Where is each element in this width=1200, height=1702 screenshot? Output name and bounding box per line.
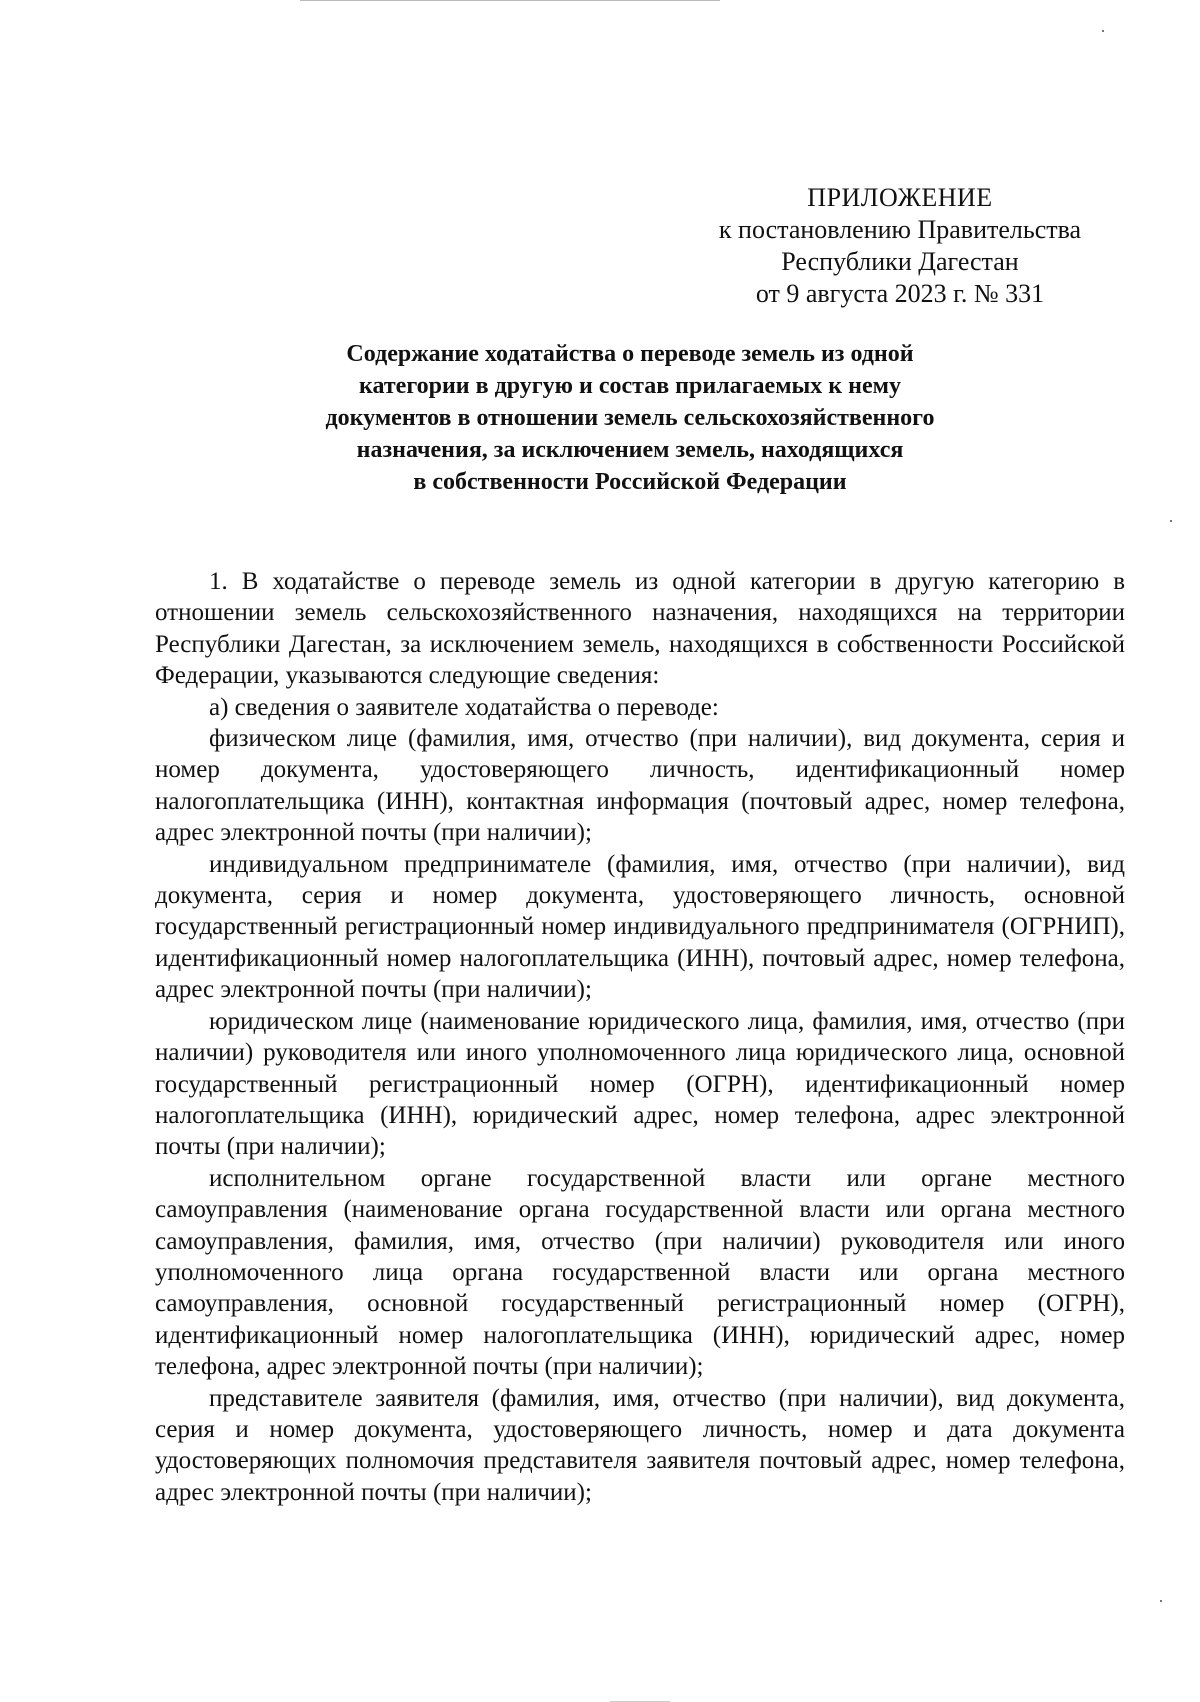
title-line-1: Содержание ходатайства о переводе земель из одной <box>346 341 914 367</box>
paragraph-6: исполнительном органе государственной власти или органе местного самоуправления (наименование органа государственной власти или органа местного самоуправления, фамилия, имя, отчество (при наличии) руководителя или иного уполномоченного лица органа государственной власти или органа местного самоуправления, основной государственный регистрационный номер (ОГРН), идентификационный номер налогоплательщика (ИНН), юридический адрес, номер телефона, адрес электронной почты (при наличии); <box>155 1164 1125 1381</box>
appendix-label: ПРИЛОЖЕНИЕ <box>807 183 993 212</box>
paragraph-1: 1. В ходатайстве о переводе земель из одной категории в другую категорию в отношении земель сельскохозяйственного назначения, находящихся на территории Республики Дагестан, за исключением земель, находящихся в собственности Российской Федерации, указываются следующие сведения: <box>155 568 1125 690</box>
appendix-line-1: к постановлению Правительства <box>718 215 1082 244</box>
title-line-2: категории в другую и состав прилагаемых к нему <box>359 373 901 399</box>
scan-edge-top <box>300 0 720 1</box>
appendix-header <box>690 182 1110 310</box>
paragraph-4: индивидуальном предпринимателе (фамилия, имя, отчество (при наличии), вид документа, серия и номер документа, удостоверяющего личность, основной государственный регистрационный номер индивидуального предпринимателя (ОГРНИП), идентификационный номер налогоплательщика (ИНН), почтовый адрес, номер телефона, адрес электронной почты (при наличии); <box>155 850 1125 1004</box>
title-line-4: назначения, за исключением земель, находящихся <box>356 437 904 463</box>
paragraph-3: физическом лице (фамилия, имя, отчество (при наличии), вид документа, серия и номер документа, удостоверяющего личность, идентификационный номер налогоплательщика (ИНН), контактная информация (почтовый адрес, номер телефона, адрес электронной почты (при наличии); <box>155 725 1125 847</box>
appendix-line-3: от 9 августа 2023 г. № 331 <box>755 279 1045 308</box>
scan-speck <box>1170 520 1172 522</box>
paragraph-7: представителе заявителя (фамилия, имя, отчество (при наличии), вид документа, серия и номер документа, удостоверяющего личность, номер и дата документа удостоверяющих полномочия представителя заявителя почтовый адрес, номер телефона, адрес электронной почты (при наличии); <box>155 1384 1125 1506</box>
scan-speck <box>1160 1600 1162 1602</box>
appendix-line-2: Республики Дагестан <box>781 247 1019 276</box>
scan-speck <box>1102 30 1104 32</box>
paragraph-2: а) сведения о заявителе ходатайства о переводе: <box>209 693 719 721</box>
title-line-5: в собственности Российской Федерации <box>413 469 847 495</box>
document-body <box>155 566 1125 1508</box>
title-line-3: документов в отношении земель сельскохозяйственного <box>325 405 935 431</box>
paragraph-5: юридическом лице (наименование юридического лица, фамилия, имя, отчество (при наличии) руководителя или иного уполномоченного лица юридического лица, основной государственный регистрационный номер (ОГРН), идентификационный номер налогоплательщика (ИНН), юридический адрес, номер телефона, адрес электронной почты (при наличии); <box>155 1007 1125 1161</box>
document-title <box>250 338 1010 498</box>
